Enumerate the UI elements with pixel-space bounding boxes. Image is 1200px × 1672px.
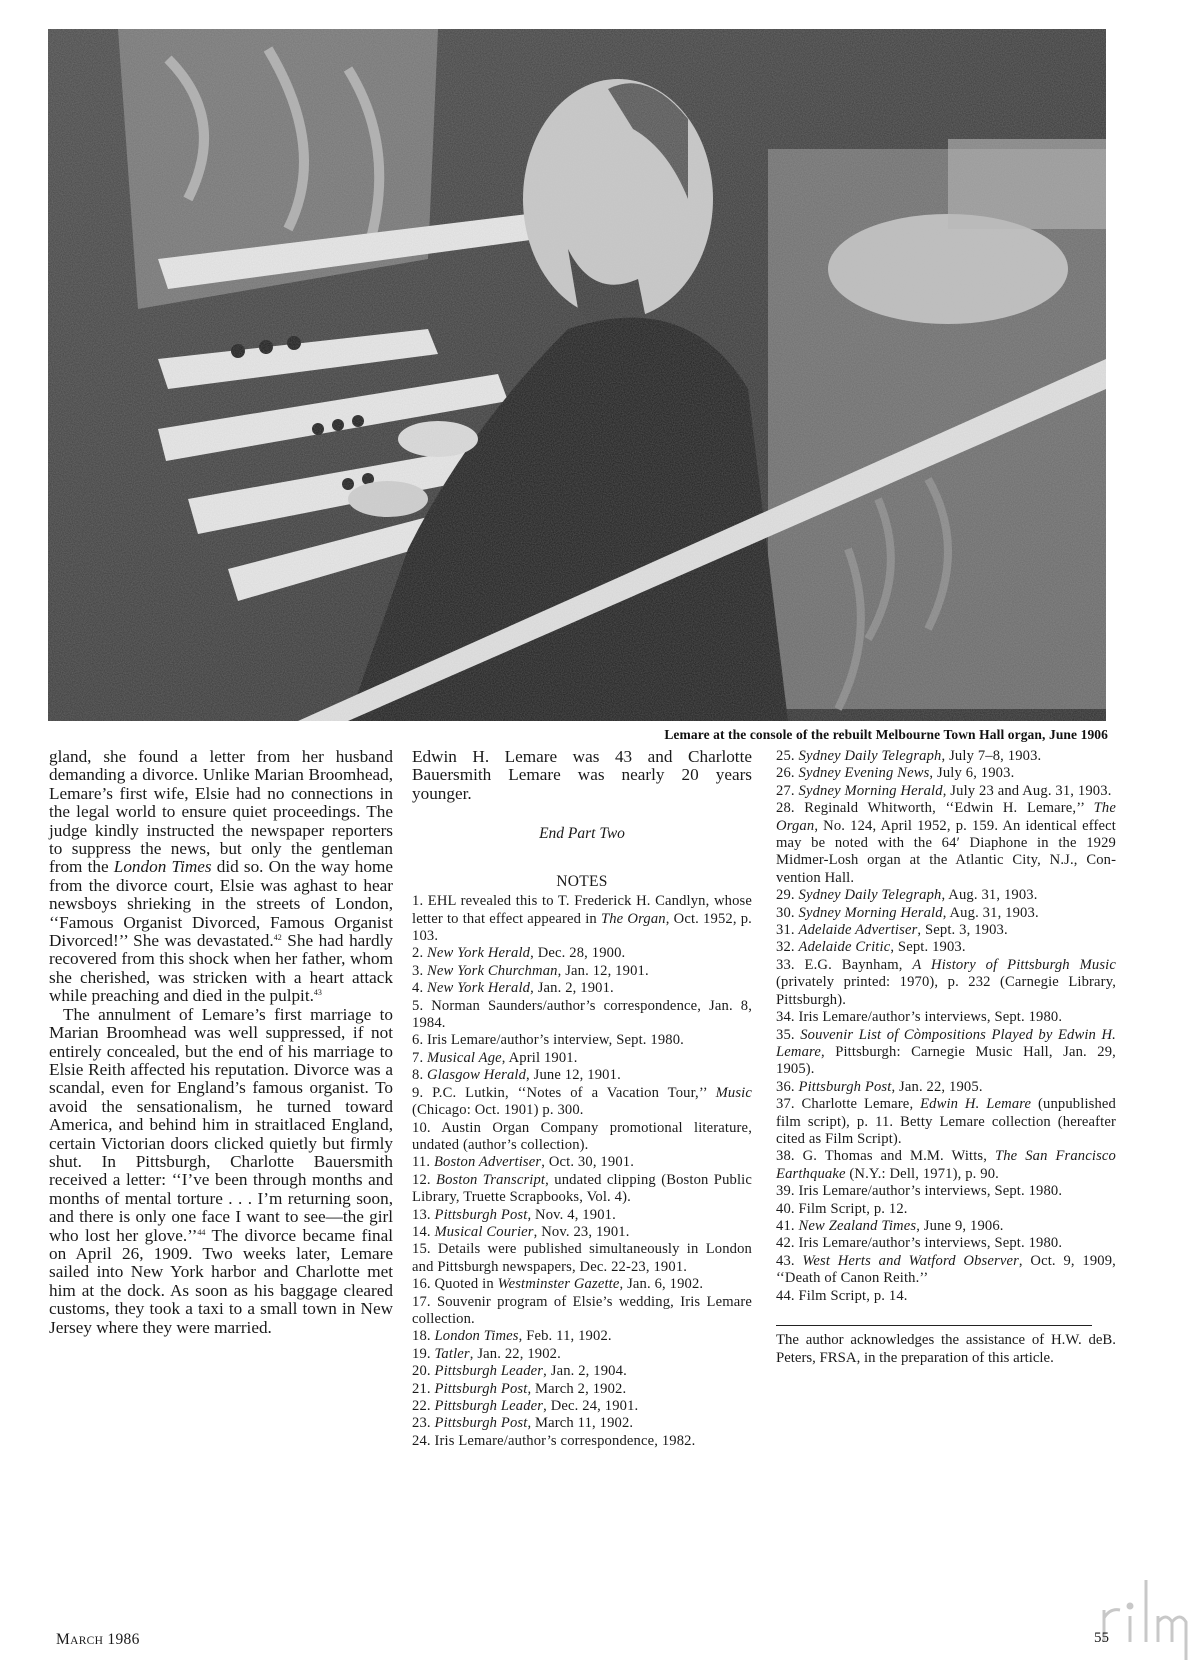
article-column-3 [776, 748, 1116, 1367]
italic-title: Pittsburgh Post [798, 1078, 892, 1095]
text-run: 9. P.C. Lutkin, ‘‘Notes of a Vacation Tour,’’ [412, 1084, 716, 1101]
footnote-item [412, 1172, 752, 1207]
footnote-item [412, 1363, 752, 1380]
text-run: , Jan. 22, 1902. [469, 1345, 561, 1362]
italic-title: Sydney Daily Telegraph [798, 748, 942, 764]
italic-title: Boston Advertiser [433, 1154, 542, 1171]
text-run: 29. [776, 887, 799, 904]
text-run: , July 6, 1903. [929, 765, 1015, 782]
text-run: 39. Iris Lemare/author’s interviews, Sept. 1980. [776, 1183, 1063, 1200]
footnote-item [412, 1415, 752, 1432]
footnote-item [412, 1120, 752, 1155]
notes-list-col2 [412, 893, 752, 1450]
text-run: 6. Iris Lemare/author’s interview, Sept. 1980. [412, 1032, 684, 1049]
text-run: 31. [776, 922, 799, 939]
text-run: 37. Charlotte Lemare, [776, 1096, 921, 1113]
footnote-item [412, 1328, 752, 1345]
article-column-1 [49, 748, 393, 1337]
text-run: 44. Film Script, p. 14. [776, 1287, 908, 1304]
italic-title: Pittsburgh Leader [434, 1398, 544, 1414]
text-run: (N.Y.: Dell, 1971), p. 90. [845, 1165, 999, 1182]
text-run: 14. [412, 1223, 435, 1240]
text-run: , Jan. 2, 1904. [543, 1363, 627, 1380]
italic-title: Musical Courier [434, 1223, 534, 1240]
text-run: , Oct. 1952, p. 103. [412, 910, 752, 945]
italic-title: The Organ [600, 910, 666, 927]
text-run: 8. [412, 1067, 428, 1084]
italic-title: New Zealand Times [798, 1217, 917, 1234]
text-run: , March 2, 1902. [527, 1380, 627, 1397]
text-run: (unpublished film script), p. 11. Betty Lemare collection (hereafter cited as Film Script). [776, 1096, 1117, 1147]
text-run: , Aug. 31, 1903. [942, 904, 1039, 921]
footnote-item [412, 1207, 752, 1224]
text-run: 2. [412, 945, 428, 962]
issue-year: 1986 [103, 1631, 140, 1648]
article-column-2 [412, 748, 752, 1450]
footnote-reference: 44 [197, 1227, 206, 1237]
text-run: (privately printed: 1970), p. 232 (Carnegie Library, Pittsburgh). [776, 974, 1116, 1008]
footnote-item [776, 1183, 1116, 1200]
footnote-item [776, 1201, 1116, 1218]
footnote-item [776, 922, 1116, 939]
text-run: , Jan. 2, 1901. [530, 980, 614, 997]
text-run: 33. E.G. Baynham, [776, 956, 913, 973]
italic-title: Music [715, 1084, 752, 1101]
text-run: 16. Quoted in [412, 1276, 498, 1293]
text-run: 19. [412, 1345, 435, 1362]
footnote-item [776, 1096, 1116, 1148]
italic-title: West Herts and Watford Observer [802, 1252, 1019, 1269]
issue-month-rest: ARCH [70, 1635, 104, 1647]
footnote-item [776, 1009, 1116, 1026]
photo-illustration [48, 29, 1106, 721]
text-run: , Sept. 3, 1903. [917, 922, 1008, 939]
text-run: , June 9, 1906. [916, 1217, 1004, 1234]
text-run: 24. Iris Lemare/author’s correspondence, 1982. [412, 1432, 696, 1449]
italic-title: Adelaide Advertiser [798, 922, 918, 939]
italic-title: New York Herald [427, 980, 531, 997]
text-run: 18. [412, 1328, 435, 1345]
text-run: She had hardly recovered from this shock when her father, whom she cherished, was stricken with a heart attack while preaching and died in the pulpit. [49, 931, 393, 1006]
italic-title: Boston Transcript [436, 1171, 546, 1188]
text-run: , Oct. 9, 1909, ‘‘Death of Canon Reith.’’ [776, 1252, 1116, 1287]
italic-title: London Times [434, 1328, 519, 1345]
footnote-item [776, 1218, 1116, 1235]
photo-caption: Lemare at the console of the rebuilt Melbourne Town Hall organ, June 1906 [664, 727, 1108, 742]
footnote-item [776, 1027, 1116, 1079]
text-run: , Dec. 28, 1900. [530, 945, 626, 962]
acknowledgment-divider [776, 1325, 1092, 1326]
text-run: , Aug. 31, 1903. [941, 887, 1038, 904]
text-run: 35. [776, 1026, 801, 1043]
footnote-item [776, 939, 1116, 956]
italic-title: Sydney Evening News [798, 765, 930, 782]
text-run: did so. On the way home from the divorce court, Elsie was aghast to hear newsboys shrieking in the streets of London, ‘‘Famous Organist Divorced, Famous Organist Divorced!’’ She was devastated. [49, 857, 393, 951]
text-run: 7. [412, 1049, 428, 1066]
footnote-item [412, 1276, 752, 1293]
italic-title: London Times [113, 857, 212, 877]
text-run: 15. Details were published simultaneously in London and Pittsburgh newspapers, Dec. 22-23, 1901. [412, 1241, 752, 1275]
notes-heading: NOTES [556, 873, 608, 891]
italic-title: Glasgow Herald [427, 1067, 527, 1084]
text-run: 13. [412, 1206, 435, 1223]
text-run: , March 11, 1902. [527, 1415, 634, 1432]
footnote-reference: 42 [273, 933, 282, 943]
text-run: 32. [776, 939, 799, 956]
text-run: 27. [776, 782, 799, 799]
text-run: , Nov. 23, 1901. [533, 1223, 630, 1240]
text-run: 10. Austin Organ Company promotional literature, undated (author’s collection). [412, 1119, 752, 1153]
text-run: , June 12, 1901. [526, 1067, 621, 1084]
text-run: , April 1901. [501, 1049, 578, 1066]
acknowledgment: The author acknowledges the assistance of H.W. deB. Peters, FRSA, in the preparation of this article. [776, 1332, 1116, 1366]
footnote-item [412, 963, 752, 980]
italic-title: The Organ [776, 800, 1116, 834]
rilm-watermark-logo [1094, 1580, 1194, 1665]
text-run: , Jan. 6, 1902. [619, 1276, 704, 1293]
text-run: , Jan. 12, 1901. [557, 962, 649, 979]
page-number: 55 [1094, 1630, 1109, 1646]
footnote-item [776, 887, 1116, 904]
text-run: , Oct. 30, 1901. [541, 1154, 635, 1171]
text-run: 21. [412, 1380, 435, 1397]
body-paragraph [49, 1006, 393, 1337]
italic-title: Pittsburgh Post [434, 1415, 528, 1432]
footnote-item [412, 980, 752, 997]
italic-title: Tatler [434, 1345, 470, 1362]
italic-title: Pittsburgh Post [434, 1206, 528, 1223]
footnote-item [776, 748, 1116, 765]
text-run: , Sept. 1903. [890, 939, 966, 956]
footnote-item [412, 1032, 752, 1049]
text-run: 25. [776, 748, 799, 764]
footnote-item [412, 998, 752, 1033]
text-run: 30. [776, 904, 799, 921]
text-run: , Nov. 4, 1901. [527, 1206, 616, 1223]
italic-title: Adelaide Critic [798, 939, 891, 956]
text-run: 3. [412, 962, 428, 979]
text-run: 42. Iris Lemare/author’s interviews, Sept. 1980. [776, 1235, 1063, 1252]
footnote-item [412, 1294, 752, 1329]
footnote-item [776, 783, 1116, 800]
notes-list-col3 [776, 748, 1116, 1305]
text-run: 5. Norman Saunders/author’s correspondence, Jan. 8, 1984. [412, 997, 752, 1032]
text-run: 23. [412, 1415, 435, 1432]
body-paragraph [49, 748, 393, 1006]
footnote-item [412, 1398, 752, 1415]
footnote-item [776, 1288, 1116, 1305]
text-run: , July 7–8, 1903. [941, 748, 1042, 764]
text-run: 41. [776, 1217, 799, 1234]
footnote-item [412, 1154, 752, 1171]
footnote-item [776, 1079, 1116, 1096]
italic-title: The San Francisco Earthquake [776, 1148, 1116, 1182]
italic-title: A History of Pittsburgh Music [912, 956, 1117, 973]
italic-title: Sydney Morning Herald [798, 904, 943, 921]
text-run: 20. [412, 1363, 435, 1380]
footnote-item [412, 1346, 752, 1363]
text-run: 28. Reginald Whitworth, ‘‘Edwin H. Lemare,’’ [776, 800, 1094, 817]
text-run: 38. G. Thomas and M.M. Witts, [776, 1148, 995, 1165]
footnote-item [776, 800, 1116, 887]
text-run: 17. Souvenir program of Elsie’s wedding, Iris Lemare collection. [412, 1293, 752, 1327]
italic-title: Souvenir List of Còmpositions Played by Edwin H. Lemare [776, 1026, 1116, 1060]
italic-title: New York Herald [427, 945, 531, 962]
footnote-item [776, 957, 1116, 1009]
text-run: , Jan. 22, 1905. [891, 1078, 983, 1095]
italic-title: New York Churchman [427, 962, 558, 979]
text-run: The annulment of Lemare’s first marriage to Marian Broomhead was well suppressed, if not entirely concealed, but the end of his marriage to Elsie Reith affected his reputation. Divorce was a scandal, even for England’s famous organist. To avoid the sensationalism, he turned toward America, and behind him in straitlaced England, certain Victorian doors clicked quietly but firmly shut. In Pittsburgh, Charlotte Bauersmith received a letter: ‘‘I’ve been through months and months of mental torture . . . I’m returning soon, and there is only one face I want to see—the girl who lost her glove.’’ [49, 1004, 393, 1245]
italic-title: Pittsburgh Post [434, 1380, 528, 1397]
text-run: 4. [412, 980, 428, 997]
text-run: , Feb. 11, 1902. [518, 1328, 612, 1345]
footnote-item [412, 1050, 752, 1067]
footnote-reference: 43 [313, 988, 322, 998]
footnote-item [412, 1433, 752, 1450]
text-run: 12. [412, 1171, 437, 1188]
italic-title: Pittsburgh Leader [434, 1363, 544, 1380]
organ-console-photo [48, 29, 1106, 721]
footnote-item [776, 1235, 1116, 1252]
issue-date [56, 1631, 140, 1649]
text-run: 40. Film Script, p. 12. [776, 1200, 908, 1217]
text-run: , Dec. 24, 1901. [543, 1398, 639, 1414]
issue-month-initial: M [56, 1631, 71, 1648]
italic-title: Westminster Gazette [497, 1276, 620, 1293]
text-run: , Pittsburgh: Carnegie Music Hall, Jan. 29, 1905). [776, 1043, 1116, 1078]
text-run: 36. [776, 1078, 799, 1095]
italic-title: Edwin H. Lemare [920, 1096, 1032, 1113]
footnote-item [412, 945, 752, 962]
text-run: 22. [412, 1398, 435, 1414]
end-part-marker: End Part Two [539, 825, 625, 843]
text-run: , undated clipping (Boston Public Library, Truette Scrapbooks, Vol. 4). [412, 1171, 752, 1206]
footnote-item [412, 1381, 752, 1398]
footnote-item [776, 905, 1116, 922]
footnote-item [412, 893, 752, 945]
text-run: 1. EHL revealed this to T. Frederick H. Candlyn, whose letter to that effect appeared in [412, 893, 752, 927]
text-run: The divorce became final on April 26, 1909. Two weeks later, Lemare sailed into New York harbor and Charlotte met him at the dock. As soon as his baggage cleared customs, they took a taxi to a small town in New Jersey where they were married. [49, 1225, 394, 1337]
footnote-item [412, 1224, 752, 1241]
text-run: gland, she found a letter from her husband demanding a divorce. Unlike Marian Broomhead, Lemare’s first wife, Elsie had no connections in the legal world to ensure quiet proceedings. The judge kindly instructed the newspaper reporters to suppress the news, but only the gentleman from the [49, 747, 393, 877]
text-run: , No. 124, April 1952, p. 159. An identical effect may be noted with the 64′ Diaphone in the 1929 Midmer-Losh organ at the Atlantic City, N.J., Convention Hall. [776, 817, 1116, 886]
italic-title: Sydney Daily Telegraph [798, 887, 942, 904]
italic-title: Musical Age [427, 1049, 502, 1066]
text-run: 43. [776, 1252, 803, 1269]
footnote-item [776, 765, 1116, 782]
text-run: 34. Iris Lemare/author’s interviews, Sept. 1980. [776, 1009, 1063, 1026]
italic-title: Sydney Morning Herald [798, 782, 943, 799]
footnote-item [776, 1253, 1116, 1288]
footnote-item [412, 1241, 752, 1276]
footnote-item [412, 1085, 752, 1120]
footnote-item [776, 1148, 1116, 1183]
text-run: 26. [776, 765, 799, 782]
footnote-item [412, 1067, 752, 1084]
text-run: , July 23 and Aug. 31, 1903. [942, 782, 1112, 799]
text-run: 11. [412, 1154, 434, 1171]
text-run: (Chicago: Oct. 1901) p. 300. [412, 1102, 584, 1119]
article-closing-paragraph: Edwin H. Lemare was 43 and Charlotte Bauersmith Lemare was nearly 20 years younger. [412, 747, 752, 803]
